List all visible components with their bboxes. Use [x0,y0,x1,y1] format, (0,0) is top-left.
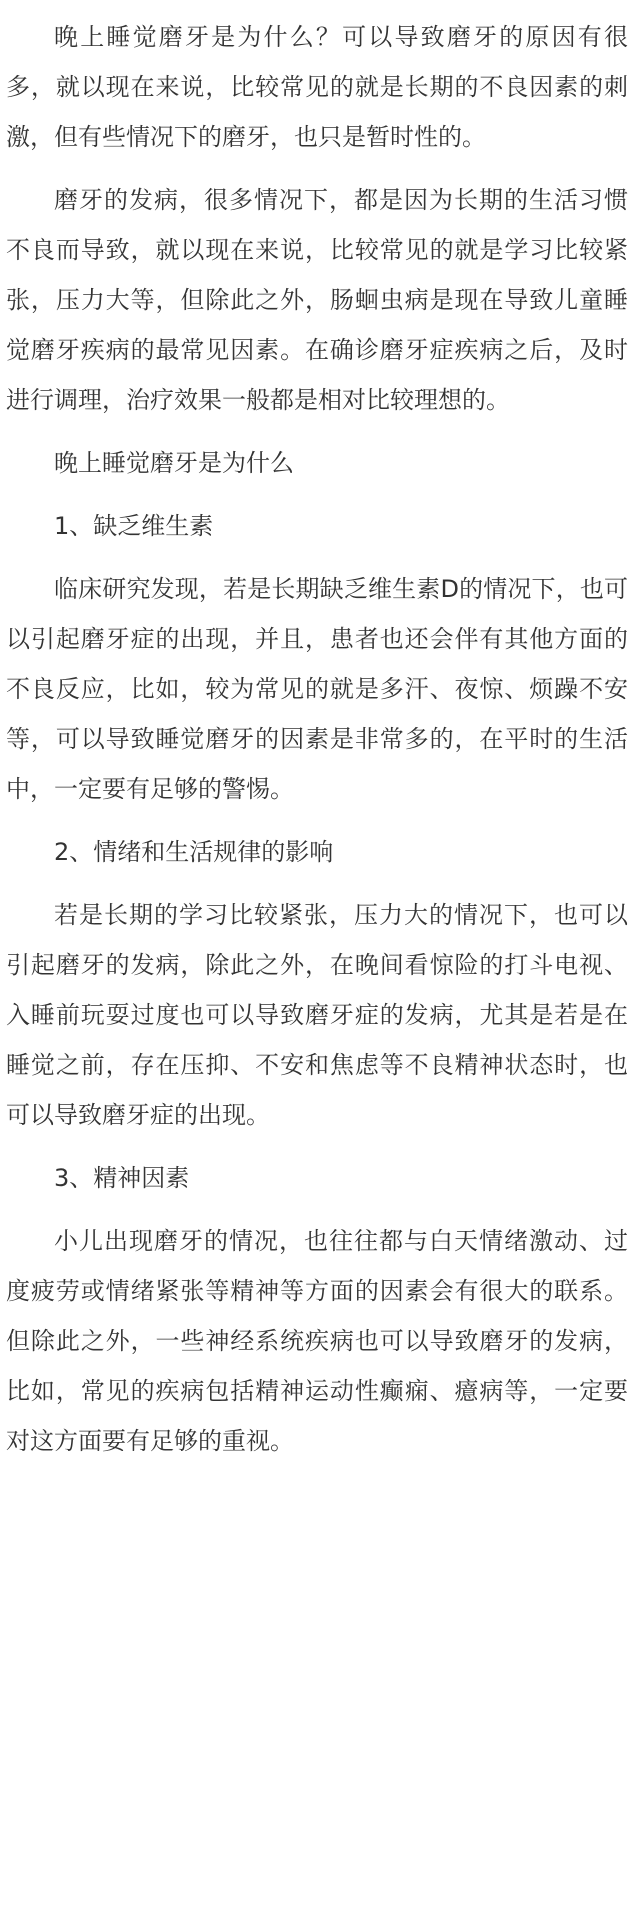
mental-paragraph: 小儿出现磨牙的情况，也往往都与白天情绪激动、过度疲劳或情绪紧张等精神等方面的因素会有很大的联系。但除此之外，一些神经系统疾病也可以导致磨牙的发病，比如，常见的疾病包括精神运动性癫痫、癔病等，一定要对这方面要有足够的重视。 [6,1227,628,1455]
subheading-mental: 3、精神因素 [54,1164,190,1192]
intro-paragraph: 晚上睡觉磨牙是为什么？可以导致磨牙的原因有很多，就以现在来说，比较常见的就是长期的不良因素的刺激，但有些情况下的磨牙，也只是暂时性的。 [6,23,628,151]
subheading-vitamin: 1、缺乏维生素 [54,512,214,540]
cause-paragraph: 磨牙的发病，很多情况下，都是因为长期的生活习惯不良而导致，就以现在来说，比较常见的就是学习比较紧张，压力大等，但除此之外，肠蛔虫病是现在导致儿童睡觉磨牙疾病的最常见因素。在确诊磨牙症疾病之后，及时进行调理，治疗效果一般都是相对比较理想的。 [6,186,628,414]
vitamin-paragraph: 临床研究发现，若是长期缺乏维生素D的情况下，也可以引起磨牙症的出现，并且，患者也还会伴有其他方面的不良反应，比如，较为常见的就是多汗、夜惊、烦躁不安等，可以导致睡觉磨牙的因素是非常多的，在平时的生活中，一定要有足够的警惕。 [6,575,628,803]
subheading-emotion: 2、情绪和生活规律的影响 [54,838,334,866]
section-heading: 晚上睡觉磨牙是为什么 [54,449,294,477]
emotion-paragraph: 若是长期的学习比较紧张，压力大的情况下，也可以引起磨牙的发病，除此之外，在晚间看惊险的打斗电视、入睡前玩耍过度也可以导致磨牙症的发病，尤其是若是在睡觉之前，存在压抑、不安和焦虑等不良精神状态时，也可以导致磨牙症的出现。 [6,901,628,1129]
